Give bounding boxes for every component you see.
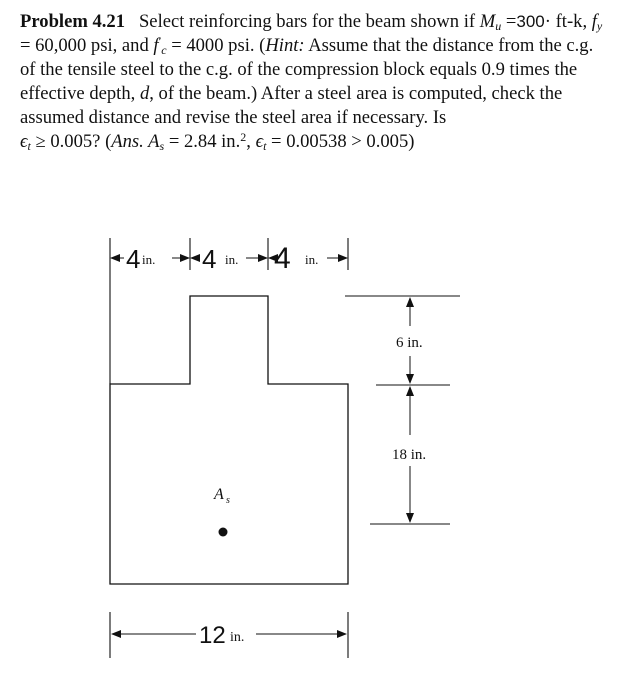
fy-sub: y <box>596 19 603 33</box>
fy-symbol: f <box>591 11 597 32</box>
steel-area-label-sub: s <box>226 495 230 506</box>
problem-number: Problem 4.21 <box>20 11 126 32</box>
steel-area-label: A <box>214 486 224 503</box>
hint-label: Hint: <box>265 35 305 56</box>
mu-sub: u <box>495 19 502 33</box>
mu-value: 300 <box>516 12 545 31</box>
fc-symbol: f <box>153 35 159 56</box>
right-dim-top-label: 6 in. <box>396 335 423 351</box>
answer-epsilon-sub: t <box>263 139 267 153</box>
epsilon-symbol: ϵ <box>20 131 28 152</box>
beam-outline <box>110 296 348 584</box>
fc-prime: ′ <box>158 34 162 48</box>
bottom-dim-value: 12 <box>199 622 226 649</box>
top-dim-1-unit: in. <box>142 252 156 267</box>
answer-sep: , <box>246 131 256 152</box>
answer-label: Ans. A <box>111 131 160 152</box>
fc-sub: c <box>161 43 167 57</box>
hint-text-2: , of the beam.) After a steel area is computed, check the assumed distance and revise the steel area if necessary. Is <box>20 83 563 128</box>
fy-eq: = 60,000 psi, and <box>20 35 154 56</box>
answer-as: = 2.84 in. <box>164 131 241 152</box>
top-dim-3-unit: in. <box>305 252 319 267</box>
mu-symbol: M <box>479 11 496 32</box>
hint-text: Assume that the distance from the c.g. of the tensile steel to the c.g. of the compression block equals 0.9 times the effective depth, <box>20 35 594 104</box>
top-dim-1-value: 4 <box>126 244 141 274</box>
right-dim-bottom-label: 18 in. <box>392 447 427 463</box>
answer-epsilon: ϵ <box>255 131 264 152</box>
problem-intro: Select reinforcing bars for the beam shown if <box>138 11 476 32</box>
fc-eq: = 4000 psi. ( <box>166 35 266 56</box>
answer-as-sup: 2 <box>240 130 247 144</box>
answer-epsilon-value: = 0.00538 > 0.005) <box>266 131 415 152</box>
d-symbol: d <box>139 83 150 104</box>
top-dim-2-value: 4 <box>202 244 217 274</box>
epsilon-check: ≥ 0.005? ( <box>30 131 112 152</box>
mu-eq: = <box>501 11 517 32</box>
mu-unit: · ft-k, <box>544 11 592 32</box>
top-dim-3-value: 4 <box>274 242 291 275</box>
top-dim-2-unit: in. <box>225 252 239 267</box>
epsilon-sub: t <box>27 139 31 153</box>
bottom-dim-unit: in. <box>230 630 245 645</box>
reinforcing-bar-dot <box>219 528 228 537</box>
answer-as-sub: s <box>159 139 165 153</box>
